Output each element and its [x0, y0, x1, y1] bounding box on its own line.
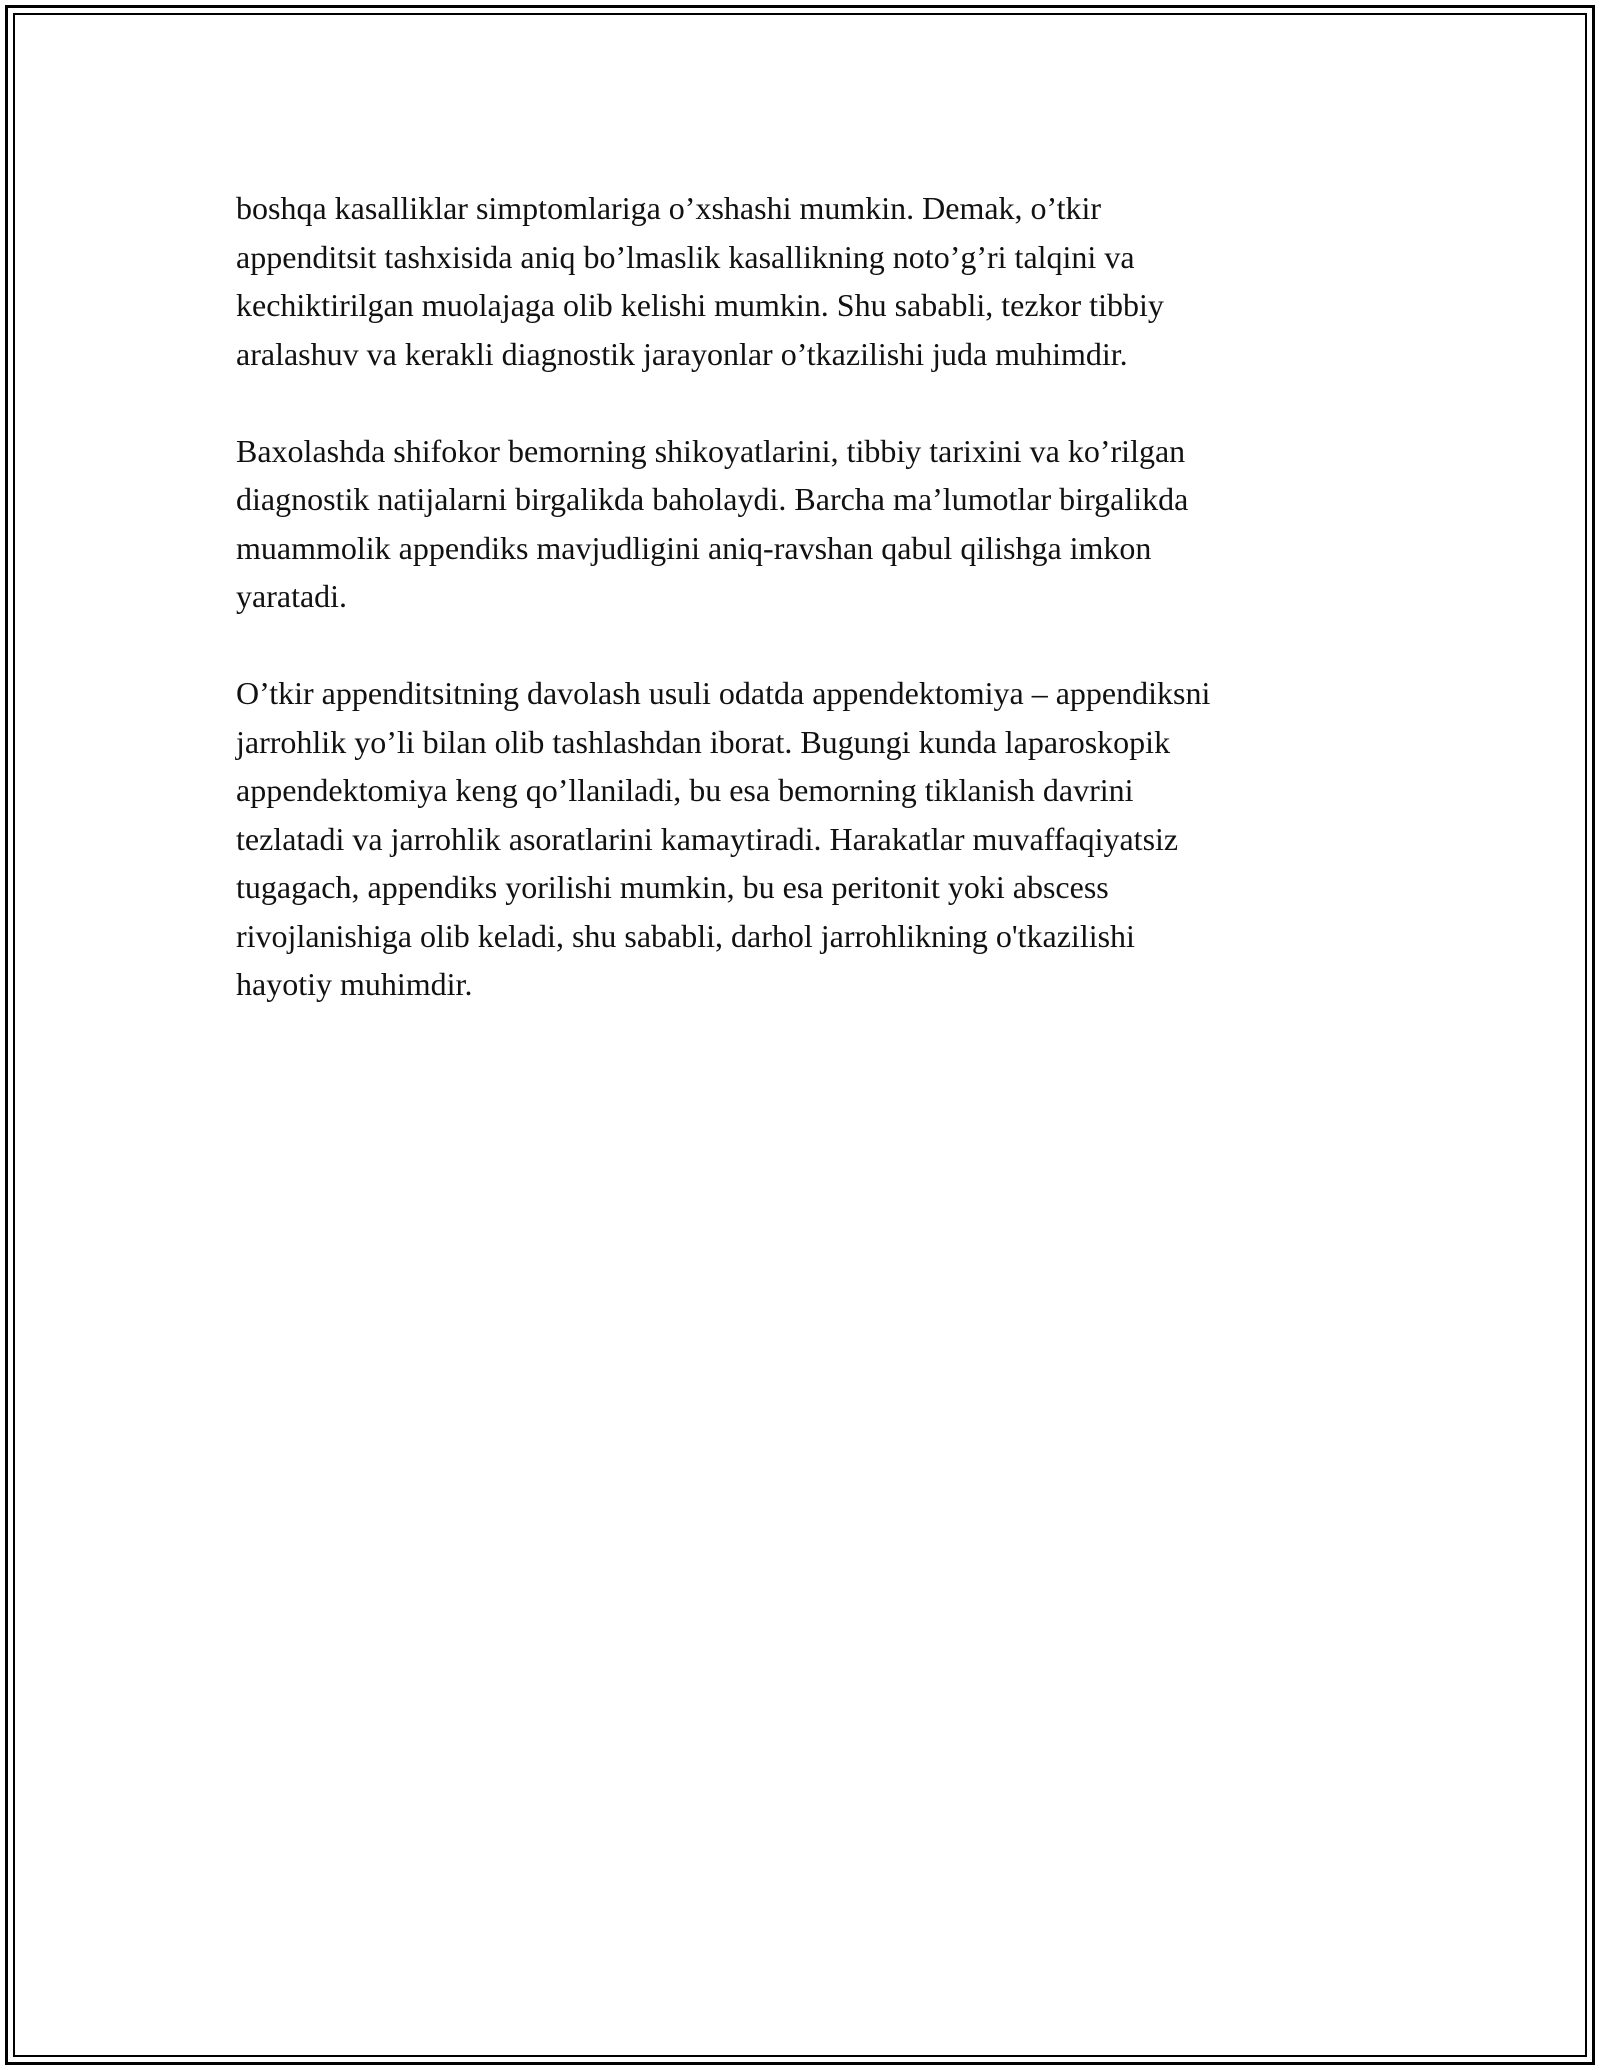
text-line: muammolik appendiks mavjudligini aniq-ravshan qabul qilishga imkon [236, 529, 1152, 566]
text-line: O’tkir appenditsitning davolash usuli odatda appendektomiya – appendiksni [236, 675, 1211, 711]
paragraph-1 [236, 184, 1366, 378]
text-line: diagnostik natijalarni birgalikda baholaydi. Barcha ma’lumotlar birgalikda [236, 481, 1189, 517]
text-line: kechiktirilgan muolajaga olib kelishi mumkin. Shu sababli, tezkor tibbiy [236, 287, 1164, 323]
text-line: rivojlanishiga olib keladi, shu sababli, darhol jarrohlikning o'tkazilishi [236, 917, 1135, 954]
text-line: jarrohlik yo’li bilan olib tashlashdan iborat. Bugungi kunda laparoskopik [236, 723, 1171, 760]
text-line: tugagach, appendiks yorilishi mumkin, bu esa peritonit yoki abscess [236, 869, 1109, 905]
text-line: aralashuv va kerakli diagnostik jarayonlar o’tkazilishi juda muhimdir. [236, 335, 1128, 372]
text-line: boshqa kasalliklar simptomlariga o’xshashi mumkin. Demak, o’tkir [236, 190, 1102, 226]
text-line: hayotiy muhimdir. [236, 966, 473, 1002]
text-line: tezlatadi va jarrohlik asoratlarini kamaytiradi. Harakatlar muvaffaqiyatsiz [236, 820, 1179, 857]
paragraph-3 [236, 669, 1366, 1009]
text-line: appenditsit tashxisida aniq bo’lmaslik kasallikning noto’g’ri talqini va [236, 238, 1135, 275]
text-line: Baxolashda shifokor bemorning shikoyatlarini, tibbiy tarixini va ko’rilgan [236, 432, 1186, 469]
text-line: yaratadi. [236, 578, 348, 614]
document-body [236, 184, 1366, 1009]
text-line: appendektomiya keng qo’llaniladi, bu esa bemorning tiklanish davrini [236, 772, 1134, 808]
paragraph-2 [236, 427, 1366, 621]
